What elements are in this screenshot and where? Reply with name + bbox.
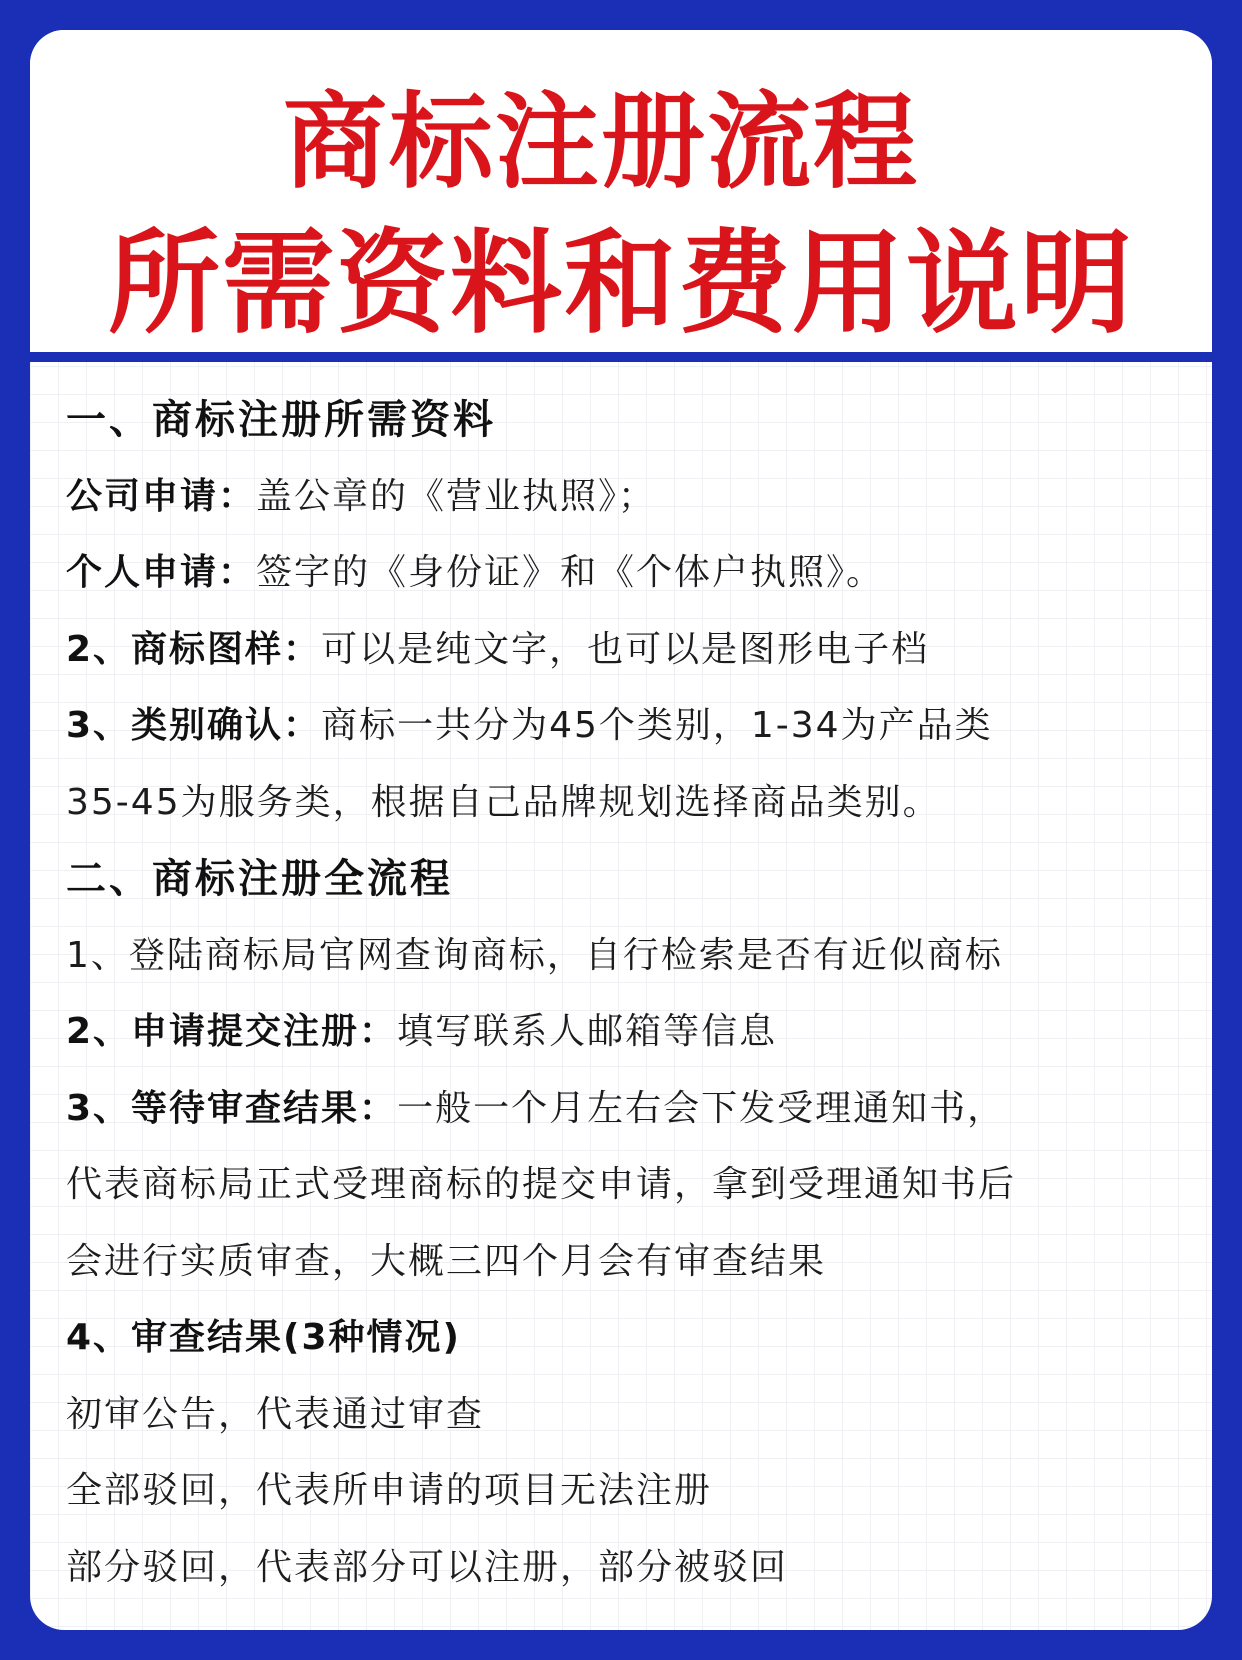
outcome-preliminary: 初审公告，代表通过审查 (66, 1393, 485, 1435)
sample-label: 2、商标图样： (66, 628, 322, 670)
title-header (30, 30, 1212, 352)
trademark-sample (66, 612, 1196, 689)
category-confirm (66, 688, 1196, 765)
personal-label: 个人申请： (66, 552, 257, 593)
step4-label: 4、审查结果(3种情况) (66, 1317, 462, 1358)
page-title-line2: 所需资料和费用说明 (108, 219, 1134, 349)
category-text: 商标一共分为45个类别，1-34为产品类 (321, 705, 993, 746)
step4 (66, 1300, 1196, 1377)
sample-text: 可以是纯文字，也可以是图形电子档 (321, 628, 930, 670)
outcome-full-rejection: 全部驳回，代表所申请的项目无法注册 (66, 1470, 713, 1511)
step3-continued-2: 会进行实质审查，大概三四个月会有审查结果 (66, 1240, 827, 1282)
step2-label: 2、申请提交注册： (66, 1011, 398, 1052)
section2-heading: 二、商标注册全流程 (66, 856, 453, 902)
step1: 1、登陆商标局官网查询商标，自行检索是否有近似商标 (66, 934, 1003, 976)
step2-text: 填写联系人邮箱等信息 (397, 1011, 778, 1052)
header-divider (30, 352, 1212, 362)
step2 (66, 994, 1196, 1071)
category-continued: 35-45为服务类，根据自己品牌规划选择商品类别。 (66, 781, 941, 823)
personal-application (66, 535, 1196, 612)
step3-continued-1: 代表商标局正式受理商标的提交申请，拿到受理通知书后 (66, 1164, 1017, 1205)
outcome-partial-rejection: 部分驳回，代表部分可以注册，部分被驳回 (66, 1546, 789, 1588)
company-application (66, 459, 1196, 536)
category-label: 3、类别确认： (66, 705, 322, 746)
section1-heading: 一、商标注册所需资料 (66, 397, 496, 443)
info-card (30, 30, 1212, 1630)
company-label: 公司申请： (66, 475, 257, 517)
step3-text: 一般一个月左右会下发受理通知书， (397, 1087, 1006, 1129)
page-title-line1: 商标注册流程 (282, 81, 919, 203)
personal-text: 签字的《身份证》和《个体户执照》。 (256, 552, 885, 593)
company-text: 盖公章的《营业执照》； (256, 475, 657, 517)
content-body (66, 382, 1196, 1606)
step3-label: 3、等待审查结果： (66, 1087, 398, 1129)
step3 (66, 1071, 1196, 1148)
